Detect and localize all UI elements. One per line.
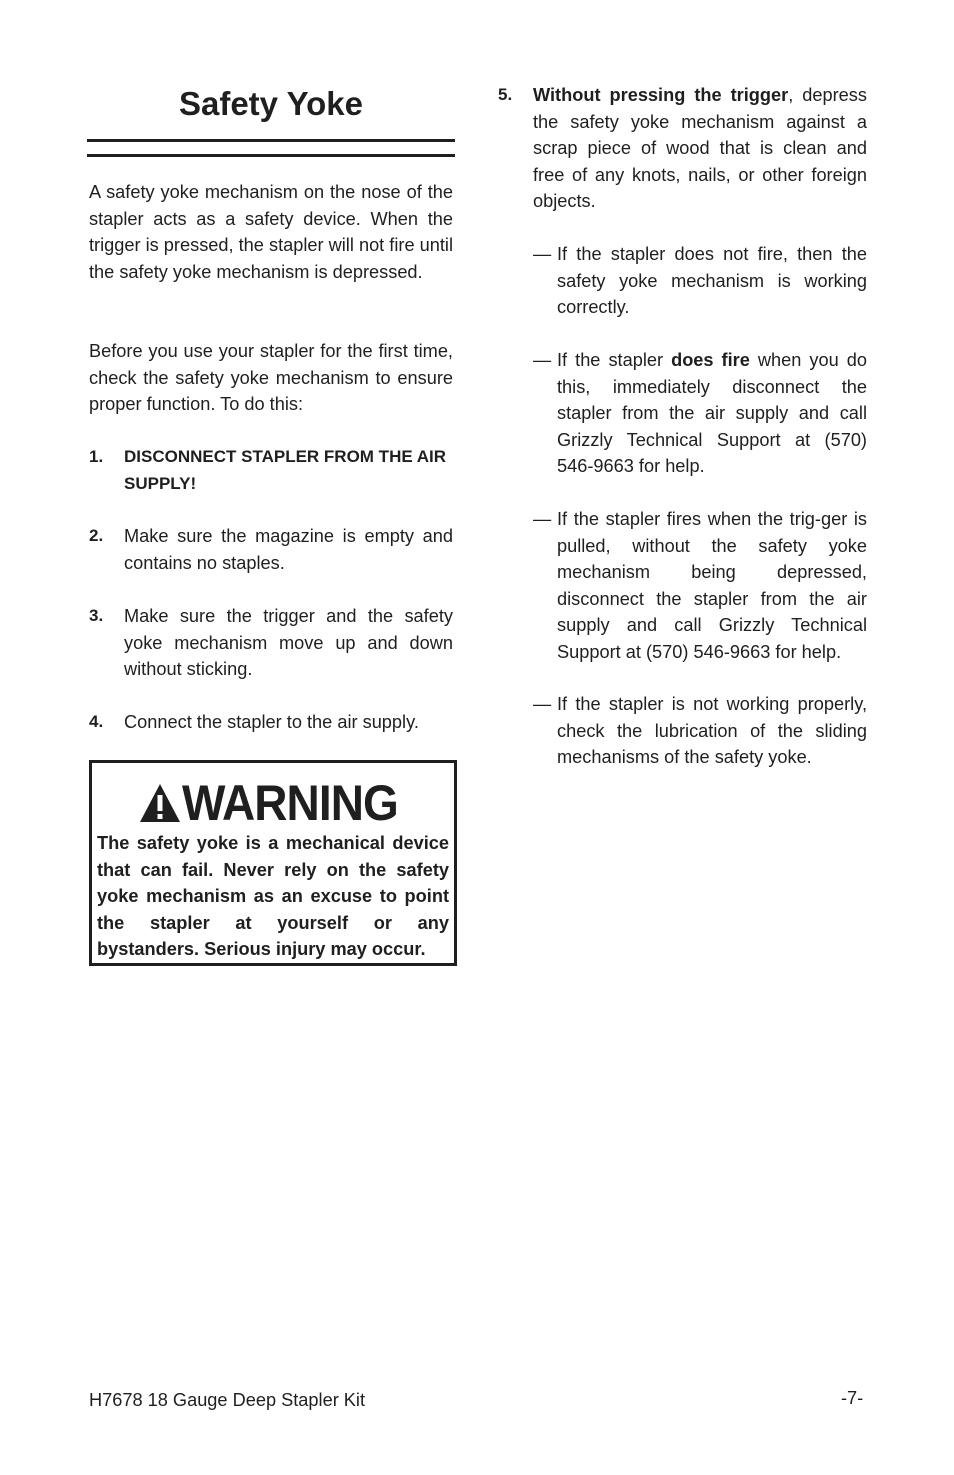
step-text: Make sure the trigger and the safety yoke mechanism move up and down without sticking. <box>124 606 453 679</box>
step-text: DISCONNECT STAPLER FROM THE AIR SUPPLY! <box>124 447 447 493</box>
result-note-2 <box>533 347 867 480</box>
note-text <box>557 347 867 480</box>
result-note-4 <box>533 691 867 771</box>
check-paragraph: Before you use your stapler for the first time, check the safety yoke mechanism to ensure proper function. To do this: <box>89 341 453 414</box>
step-number: 1. <box>89 447 104 466</box>
step-text: Make sure the magazine is empty and contains no staples. <box>124 526 453 573</box>
step-2 <box>89 523 453 576</box>
dash-mark: — <box>533 350 552 370</box>
step-text <box>533 82 867 215</box>
note-text-b: when you do this, immediately disconnect the stapler from the air supply and call Grizzly Technical Support at (570) 546-9663 for help. <box>557 350 868 476</box>
dash-mark: — <box>533 244 552 264</box>
step-4 <box>89 709 453 736</box>
step-5-bold: Without pressing the trigger <box>533 85 789 105</box>
intro-paragraph: A safety yoke mechanism on the nose of the stapler acts as a safety device. When the trigger is pressed, the stapler will not fire until the safety yoke mechanism is depressed. <box>89 182 453 282</box>
step-number: 3. <box>89 606 104 625</box>
footer-product-name: H7678 18 Gauge Deep Stapler Kit <box>89 1390 366 1410</box>
step-3 <box>89 603 453 683</box>
note-text-a: If the stapler <box>557 350 672 370</box>
note-text: If the stapler is not working properly, check the lubrication of the sliding mechanisms of the safety yoke. <box>557 694 867 767</box>
step-text: Connect the stapler to the air supply. <box>124 712 419 732</box>
title-rule-top <box>87 139 455 142</box>
result-note-1 <box>533 241 867 321</box>
result-note-3 <box>533 506 867 665</box>
step-1 <box>89 444 453 497</box>
step-number: 5. <box>498 85 513 104</box>
note-text: If the stapler does not fire, then the safety yoke mechanism is working correctly. <box>557 244 867 317</box>
page-title: Safety Yoke <box>178 85 364 122</box>
step-number: 4. <box>89 712 104 731</box>
warning-box <box>89 760 457 966</box>
step-5-rest: , depress the safety yoke mechanism against a scrap piece of wood that is clean and free of any knots, nails, or other foreign objects. <box>533 85 867 211</box>
warning-heading: WARNING <box>182 775 398 831</box>
step-number: 2. <box>89 526 104 545</box>
warning-triangle-icon <box>138 781 182 825</box>
step-5 <box>498 82 867 215</box>
note-text-bold: does fire <box>671 350 750 370</box>
dash-mark: — <box>533 509 552 529</box>
dash-mark: — <box>533 694 552 714</box>
note-text: If the stapler fires when the trig-ger is pulled, without the safety yoke mechanism being depressed, disconnect the stapler from the air supply and call Grizzly Technical Support at (570) 546-9663 for help. <box>557 509 867 662</box>
warning-text: The safety yoke is a mechanical device that can fail. Never rely on the safety yoke mechanism as an excuse to point the stapler at yourself or any bystanders. Serious injury may occur. <box>97 833 449 959</box>
warning-header <box>138 773 417 833</box>
title-rule-bottom <box>87 154 455 157</box>
footer-page-number: -7- <box>841 1388 864 1408</box>
